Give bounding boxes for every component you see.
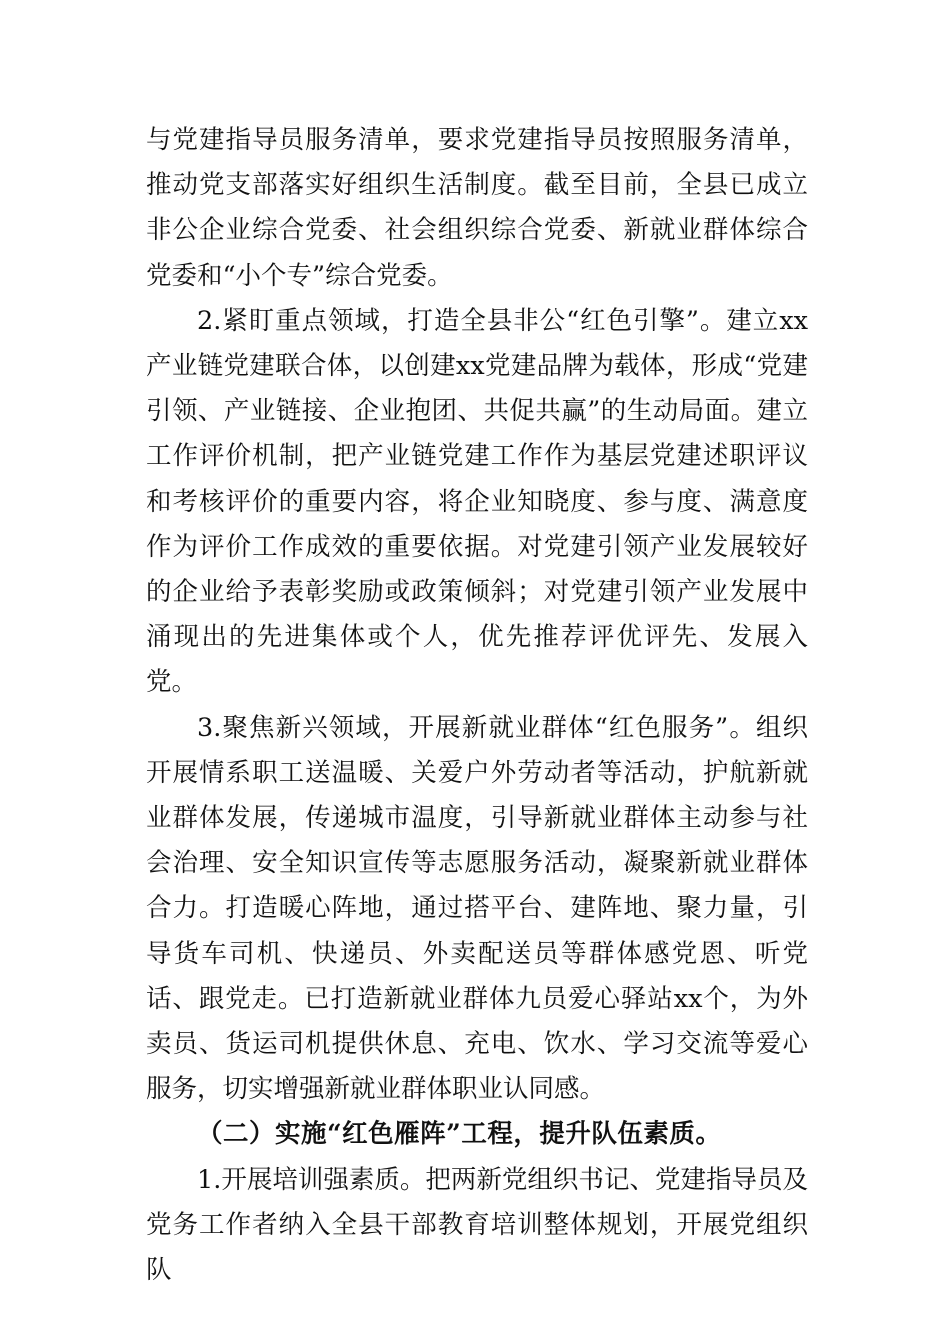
document-body	[146, 118, 808, 1293]
paragraph-continuation: 与党建指导员服务清单，要求党建指导员按照服务清单，推动党支部落实好组织生活制度。截至目前，全县已成立非公企业综合党委、社会组织综合党委、新就业群体综合党委和“小个专”综合党委。	[146, 125, 808, 291]
paragraph-item-1: 1.开展培训强素质。把两新党组织书记、党建指导员及党务工作者纳入全县干部教育培训整体规划，开展党组织队	[146, 1164, 808, 1286]
paragraph-item-2: 2.紧盯重点领域，打造全县非公“红色引擎”。建立xx产业链党建联合体，以创建xx党建品牌为载体，形成“党建引领、产业链接、企业抱团、共促共赢”的生动局面。建立工作评价机制，把产业链党建工作作为基层党建述职评议和考核评价的重要内容，将企业知晓度、参与度、满意度作为评价工作成效的重要依据。对党建引领产业发展较好的企业给予表彰奖励或政策倾斜；对党建引领产业发展中涌现出的先进集体或个人，优先推荐评优评先、发展入党。	[146, 305, 808, 698]
paragraph-item-3: 3.聚焦新兴领域，开展新就业群体“红色服务”。组织开展情系职工送温暖、关爱户外劳动者等活动，护航新就业群体发展，传递城市温度，引导新就业群体主动参与社会治理、安全知识宣传等志愿服务活动，凝聚新就业群体合力。打造暖心阵地，通过搭平台、建阵地、聚力量，引导货车司机、快递员、外卖配送员等群体感党恩、听党话、跟党走。已打造新就业群体九员爱心驿站xx个，为外卖员、货运司机提供休息、充电、饮水、学习交流等爱心服务，切实增强新就业群体职业认同感。	[146, 712, 808, 1105]
section-subheading: （二）实施“红色雁阵”工程，提升队伍素质。	[197, 1119, 722, 1150]
